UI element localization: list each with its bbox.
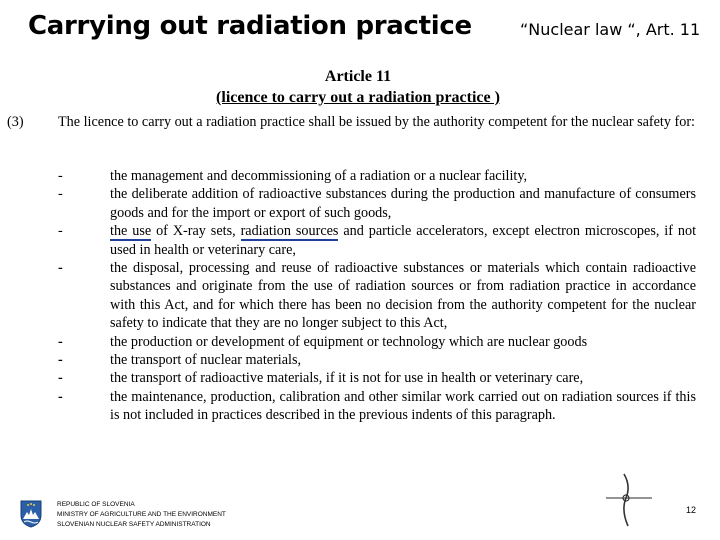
list-bullet: - (58, 223, 63, 240)
list-bullet: - (58, 168, 63, 184)
list-bullet: - (58, 352, 63, 369)
article-list (58, 167, 696, 425)
list-item: - the deliberate addition of radioactive substances during the production and manufacture of consumers goods and for the import or export of such goods, (58, 186, 696, 221)
paragraph-number: (3) (7, 114, 24, 130)
list-bullet: - (58, 260, 63, 277)
list-item: - the transport of nuclear materials, (58, 352, 302, 369)
slide-title: Carrying out radiation practice (28, 11, 472, 41)
list-item: - the use of X-ray sets, radiation sources and particle accelerators, except electron microscopes, if not used in health or veterinary care, (58, 223, 697, 258)
list-bullet: - (58, 186, 63, 203)
list-bullet: - (58, 388, 63, 405)
list-item: - the management and decommissioning of a radiation or a nuclear facility, (58, 168, 528, 184)
list-bullet: - (58, 333, 63, 350)
decorative-symbol-icon (604, 470, 654, 530)
footer-institution: REPUBLIC OF SLOVENIA MINISTRY OF AGRICULTURE AND THE ENVIRONMENT SLOVENIAN NUCLEAR SAFETY ADMINISTRATION (57, 501, 226, 528)
highlight-radiation-sources: radiation sources (240, 223, 339, 240)
list-item: - the transport of radioactive materials, if it is not for use in health or veterinary care, (58, 370, 584, 387)
list-bullet: - (58, 370, 63, 387)
article-subheading: (licence to carry out a radiation practice ) (216, 89, 500, 106)
highlight-the-use: the use (110, 223, 152, 240)
list-item: - the production or development of equipment or technology which are nuclear goods (58, 333, 588, 350)
article-intro: The licence to carry out a radiation practice shall be issued by the authority competent for the nuclear safety for: (58, 114, 695, 130)
slovenia-coat-of-arms-icon (20, 500, 42, 528)
page-number: 12 (686, 505, 697, 515)
article-heading: Article 11 (324, 68, 392, 85)
list-item: - the disposal, processing and reuse of radioactive substances or materials which contain radioactive substances and originate from the use of radiation sources or from radiation practice in accordance with this Act, and for which there has been no decision from the authority competent for the nuclear safety to indicate that they are no longer subject to this Act, (58, 260, 696, 332)
list-item: - the maintenance, production, calibration and other similar work carried out on radiation sources if this is not included in practices described in the previous indents of this paragraph. (58, 388, 696, 424)
slide-subtitle: “Nuclear law “, Art. 11 (520, 20, 701, 39)
